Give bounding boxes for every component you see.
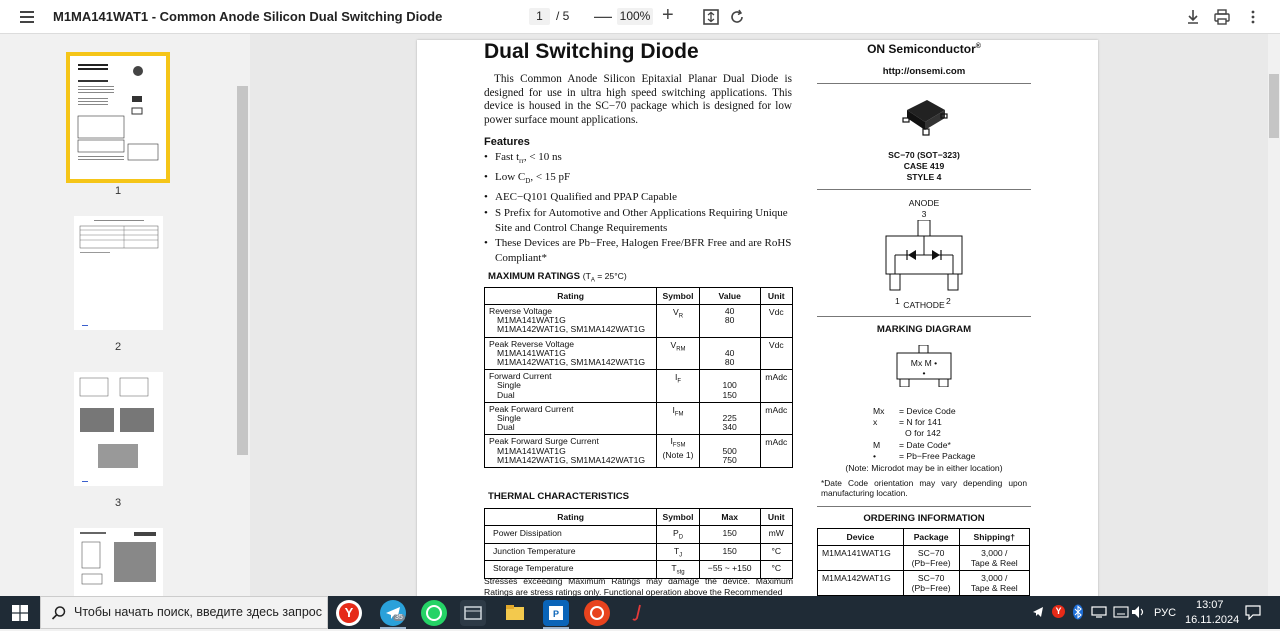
thumbnail-preview bbox=[70, 56, 166, 179]
thumbnail-label-1: 1 bbox=[114, 185, 122, 197]
windows-start-icon[interactable] bbox=[12, 605, 28, 621]
thermal-heading: THERMAL CHARACTERISTICS bbox=[488, 491, 630, 502]
task-view-icon[interactable] bbox=[460, 600, 486, 626]
feature-item: • S Prefix for Automotive and Other Applications Requiring Unique Site and Control Change Requirements bbox=[484, 206, 796, 236]
download-icon[interactable] bbox=[1184, 8, 1202, 26]
file-explorer-icon[interactable] bbox=[502, 600, 528, 626]
telegram-tray-icon[interactable] bbox=[1032, 606, 1044, 618]
language-indicator[interactable]: РУС bbox=[1154, 607, 1177, 619]
page-thumbnail-3[interactable] bbox=[74, 372, 163, 486]
max-ratings-table bbox=[484, 287, 793, 468]
table-row: Peak Forward Surge Current M1MA141WAT1G M1MA142WAT1G, SM1MA142WAT1G $I_{FSM}$ (Note 1) 500 750 mAdc bbox=[485, 435, 793, 468]
table-header: Symbol bbox=[657, 509, 700, 526]
zoom-out-button[interactable]: — bbox=[594, 6, 612, 26]
volume-icon[interactable] bbox=[1131, 605, 1147, 619]
table-row: Peak Reverse Voltage M1MA141WAT1G M1MA142WAT1G, SM1MA142WAT1G $V_{RM}$ 40 80 Vdc bbox=[485, 337, 793, 370]
table-row: M1MA141WAT1G SC−70 (Pb−Free) 3,000 / Tape & Reel bbox=[818, 546, 1030, 571]
page-thumbnail-2[interactable] bbox=[74, 216, 163, 330]
whatsapp-icon[interactable] bbox=[421, 600, 447, 626]
pdf-toolbar bbox=[0, 0, 1280, 34]
intro-paragraph: This Common Anode Silicon Epitaxial Planar Dual Diode is designed for use in ultra high speed switching applications. This device is housed in the SC−70 package which is designed for low power surface mount applications. bbox=[484, 73, 792, 126]
feature-item: • Low $C_D$, < 15 pF bbox=[484, 170, 796, 189]
table-header: Rating bbox=[485, 509, 657, 526]
table-header: Rating bbox=[485, 288, 657, 305]
rotate-icon[interactable] bbox=[728, 8, 746, 26]
document-title: M1MA141WAT1 - Common Anode Silicon Dual Switching Diode bbox=[53, 9, 443, 24]
print-icon[interactable] bbox=[1213, 8, 1231, 26]
scrollbar-thumb[interactable] bbox=[1269, 74, 1279, 138]
ordering-info-heading: ORDERING INFORMATION bbox=[863, 513, 985, 524]
table-row: M1MA142WAT1G SC−70 (Pb−Free) 3,000 / Tape & Reel bbox=[818, 571, 1030, 596]
feature-item: • These Devices are Pb−Free, Halogen Free/BFR Free and are RoHS Compliant* bbox=[484, 236, 796, 266]
thumbnail-label-2: 2 bbox=[114, 341, 122, 353]
table-header: Unit bbox=[760, 509, 792, 526]
page-thumbnail-4[interactable] bbox=[74, 528, 163, 596]
svg-text:P: P bbox=[552, 609, 560, 619]
cathode-label: CATHODE bbox=[903, 300, 945, 310]
marking-dot: • bbox=[922, 368, 926, 378]
table-header: Shipping† bbox=[959, 529, 1029, 546]
thumbnail-preview bbox=[74, 528, 163, 596]
thumbnail-sidebar bbox=[0, 34, 250, 596]
keyboard-icon[interactable] bbox=[1113, 606, 1129, 618]
pin-1-label: 1 bbox=[895, 296, 900, 306]
microdot-note: (Note: Microdot may be in either location) bbox=[845, 463, 1003, 473]
search-icon bbox=[51, 605, 67, 621]
document-scrollbar[interactable] bbox=[1268, 34, 1280, 596]
feature-item: • AEC−Q101 Qualified and PPAP Capable bbox=[484, 190, 796, 205]
anode-label: ANODE bbox=[908, 198, 940, 208]
table-header: Device bbox=[818, 529, 904, 546]
table-row: Forward Current Single Dual $I_F$ 100 150 mAdc bbox=[485, 370, 793, 403]
app-icon[interactable] bbox=[625, 600, 651, 626]
features-list bbox=[484, 150, 796, 267]
pin-3-label: 3 bbox=[921, 209, 927, 219]
table-header: Max bbox=[699, 509, 760, 526]
menu-icon[interactable] bbox=[18, 8, 36, 26]
table-header: Package bbox=[903, 529, 959, 546]
foxit-icon[interactable] bbox=[584, 600, 610, 626]
yandex-tray-icon[interactable]: Y bbox=[1052, 605, 1065, 618]
table-row: Junction Temperature $T_J$ 150 °C bbox=[485, 543, 793, 561]
sc70-package-image bbox=[901, 96, 949, 138]
fit-page-icon[interactable] bbox=[702, 8, 720, 26]
thermal-table bbox=[484, 508, 793, 579]
ordering-table bbox=[817, 528, 1030, 596]
table-row: Storage Temperature $T_{stg}$ −55 ~ +150 °C bbox=[485, 561, 793, 579]
notifications-icon[interactable] bbox=[1245, 605, 1261, 620]
company-name: ON Semiconductor® bbox=[867, 42, 981, 56]
table-header: Unit bbox=[760, 288, 792, 305]
feature-item: • Fast $t_{rr}$, < 10 ns bbox=[484, 150, 796, 169]
sidebar-scrollbar[interactable] bbox=[237, 86, 248, 455]
table-row: Reverse Voltage M1MA141WAT1G M1MA142WAT1G, SM1MA142WAT1G $V_R$ 40 80 Vdc bbox=[485, 305, 793, 338]
document-viewer bbox=[250, 34, 1268, 596]
package-info: SC−70 (SOT−323) CASE 419 STYLE 4 bbox=[888, 150, 960, 182]
search-placeholder: Чтобы начать поиск, введите здесь запрос bbox=[74, 605, 322, 619]
thumbnail-label-3: 3 bbox=[114, 497, 122, 509]
page-number-input[interactable]: 1 bbox=[529, 8, 550, 25]
table-header: Value bbox=[699, 288, 760, 305]
marking-code: Mx M • bbox=[910, 358, 938, 368]
marking-legend: Mx = Device Code x = N for 141 O for 142 M = Date Code* • = Pb−Free Package bbox=[873, 406, 976, 461]
thumbnail-preview bbox=[74, 372, 163, 486]
network-icon[interactable] bbox=[1091, 606, 1107, 618]
max-ratings-heading: MAXIMUM RATINGS $(T_A = 25^\circ C)$ bbox=[488, 271, 627, 284]
telegram-icon[interactable] bbox=[380, 600, 406, 626]
clock-date[interactable]: 16.11.2024 bbox=[1185, 614, 1240, 626]
stress-note: Stresses exceeding Maximum Ratings may damage the device. Maximum Ratings are stress ratings only. Functional operation above the Recommended bbox=[484, 576, 793, 596]
bluetooth-icon[interactable] bbox=[1072, 604, 1084, 620]
yandex-browser-icon[interactable]: Y bbox=[336, 600, 362, 626]
zoom-in-button[interactable]: + bbox=[662, 4, 674, 26]
marking-diagram-heading: MARKING DIAGRAM bbox=[876, 324, 972, 335]
date-code-note: *Date Code orientation may vary depending upon manufacturing location. bbox=[821, 478, 1027, 498]
table-row: Power Dissipation $P_D$ 150 mW bbox=[485, 526, 793, 544]
thumbnail-preview bbox=[74, 216, 163, 330]
pdf-app-icon[interactable] bbox=[543, 600, 569, 626]
pdf-page-1 bbox=[417, 40, 1098, 596]
table-header: Symbol bbox=[657, 288, 700, 305]
telegram-badge: 35 bbox=[395, 614, 403, 621]
page-thumbnail-1[interactable] bbox=[70, 56, 166, 179]
zoom-level-input[interactable]: 100% bbox=[617, 8, 653, 25]
more-options-icon[interactable] bbox=[1244, 8, 1262, 26]
pinout-diagram bbox=[884, 220, 964, 294]
table-row: Peak Forward Current Single Dual $I_{FM}$ 225 340 mAdc bbox=[485, 402, 793, 435]
features-heading: Features bbox=[484, 136, 530, 148]
pin-2-label: 2 bbox=[946, 296, 951, 306]
clock-time[interactable]: 13:07 bbox=[1196, 599, 1224, 611]
document-heading: Dual Switching Diode bbox=[484, 40, 699, 63]
windows-taskbar bbox=[0, 596, 1280, 629]
company-url[interactable]: http://onsemi.com bbox=[882, 66, 966, 77]
taskbar-search-box[interactable] bbox=[40, 596, 328, 629]
page-total: / 5 bbox=[556, 9, 570, 23]
